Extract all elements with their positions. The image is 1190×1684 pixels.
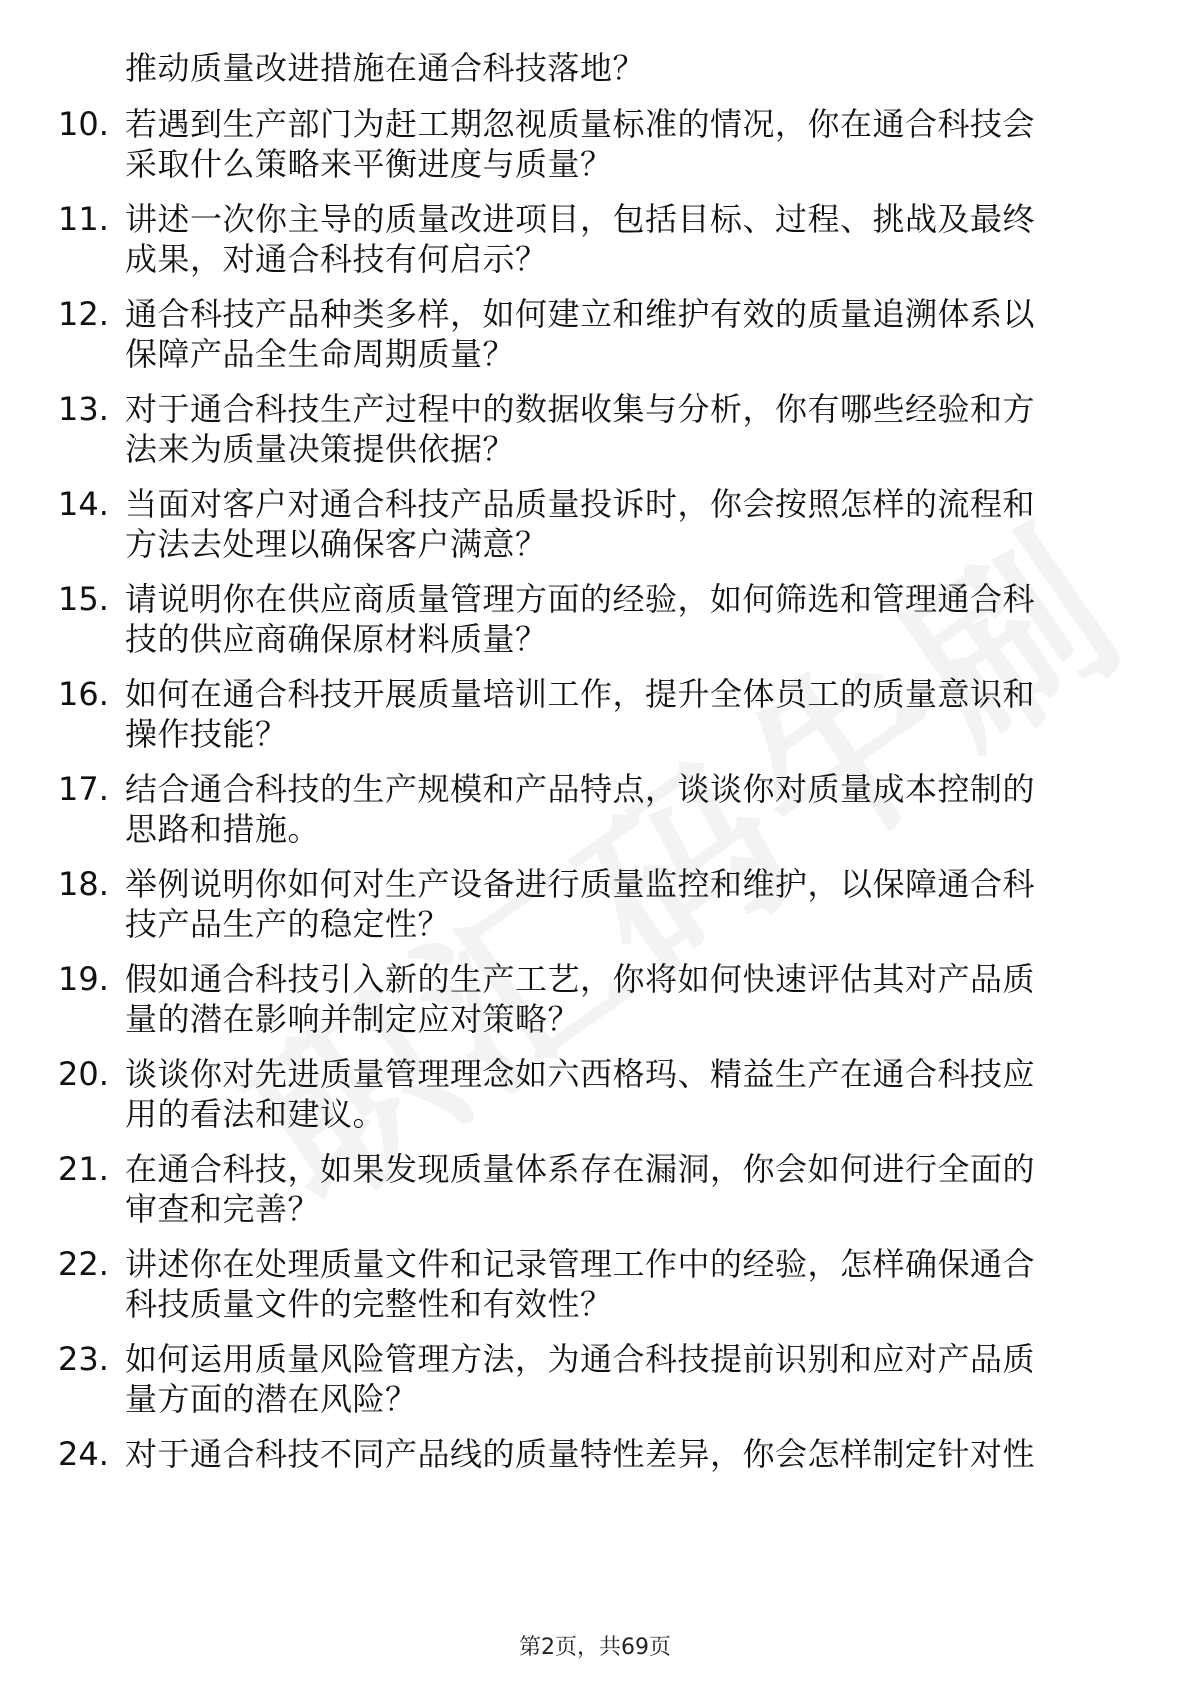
question-text-line: 通合科技产品种类多样，如何建立和维护有效的质量追溯体系以 [125, 295, 1036, 333]
question-text-line: 科技质量文件的完整性和有效性？ [125, 1285, 613, 1323]
question-number: 15. [58, 580, 109, 618]
question-text-line: 对于通合科技不同产品线的质量特性差异，你会怎样制定针对性 [125, 1435, 1036, 1473]
question-number: 13. [58, 390, 109, 428]
question-text-line: 谈谈你对先进质量管理理念如六西格玛、精益生产在通合科技应 [125, 1055, 1036, 1093]
question-number: 22. [58, 1245, 109, 1283]
intro-tail-line: 推动质量改进措施在通合科技落地？ [125, 49, 646, 87]
question-text-line: 若遇到生产部门为赶工期忽视质量标准的情况，你在通合科技会 [125, 105, 1036, 143]
question-number: 11. [58, 200, 109, 238]
question-number: 16. [58, 675, 109, 713]
question-number: 14. [58, 485, 109, 523]
question-number: 24. [58, 1435, 109, 1473]
question-text-line: 法来为质量决策提供依据？ [125, 430, 516, 468]
question-text-line: 讲述你在处理质量文件和记录管理工作中的经验，怎样确保通合 [125, 1245, 1036, 1283]
watermark [192, 458, 1168, 1255]
question-text-line: 审查和完善？ [125, 1190, 321, 1228]
question-text-line: 如何在通合科技开展质量培训工作，提升全体员工的质量意识和 [125, 675, 1036, 713]
question-text-line: 采取什么策略来平衡进度与质量？ [125, 145, 613, 183]
question-text-line: 用的看法和建议。 [125, 1095, 386, 1133]
question-text-line: 讲述一次你主导的质量改进项目，包括目标、过程、挑战及最终 [125, 200, 1036, 238]
question-text-line: 量的潜在影响并制定应对策略？ [125, 1000, 581, 1038]
question-text-line: 保障产品全生命周期质量？ [125, 335, 516, 373]
question-text-line: 操作技能？ [125, 715, 288, 753]
question-number: 17. [58, 770, 109, 808]
question-number: 19. [58, 960, 109, 998]
question-text-line: 方法去处理以确保客户满意？ [125, 525, 548, 563]
question-text-line: 结合通合科技的生产规模和产品特点，谈谈你对质量成本控制的 [125, 770, 1036, 808]
question-text-line: 请说明你在供应商质量管理方面的经验，如何筛选和管理通合科 [125, 580, 1036, 618]
question-number: 23. [58, 1340, 109, 1378]
question-number: 10. [58, 105, 109, 143]
page-footer: 第2页，共69页 [519, 1635, 671, 1660]
question-number: 12. [58, 295, 109, 333]
question-number: 18. [58, 865, 109, 903]
question-text-line: 举例说明你如何对生产设备进行质量监控和维护，以保障通合科 [125, 865, 1036, 903]
question-text-line: 思路和措施。 [125, 810, 321, 848]
question-text-line: 当面对客户对通合科技产品质量投诉时，你会按照怎样的流程和 [125, 485, 1036, 523]
question-text-line: 成果，对通合科技有何启示？ [125, 240, 548, 278]
question-text-line: 假如通合科技引入新的生产工艺，你将如何快速评估其对产品质 [125, 960, 1036, 998]
question-text-line: 量方面的潜在风险？ [125, 1380, 418, 1418]
question-text-line: 在通合科技，如果发现质量体系存在漏洞，你会如何进行全面的 [125, 1150, 1036, 1188]
question-text-line: 对于通合科技生产过程中的数据收集与分析，你有哪些经验和方 [125, 390, 1036, 428]
question-number: 20. [58, 1055, 109, 1093]
question-text-line: 如何运用质量风险管理方法，为通合科技提前识别和应对产品质 [125, 1340, 1036, 1378]
question-text-line: 技的供应商确保原材料质量？ [125, 620, 548, 658]
question-number: 21. [58, 1150, 109, 1188]
question-text-line: 技产品生产的稳定性？ [125, 905, 451, 943]
